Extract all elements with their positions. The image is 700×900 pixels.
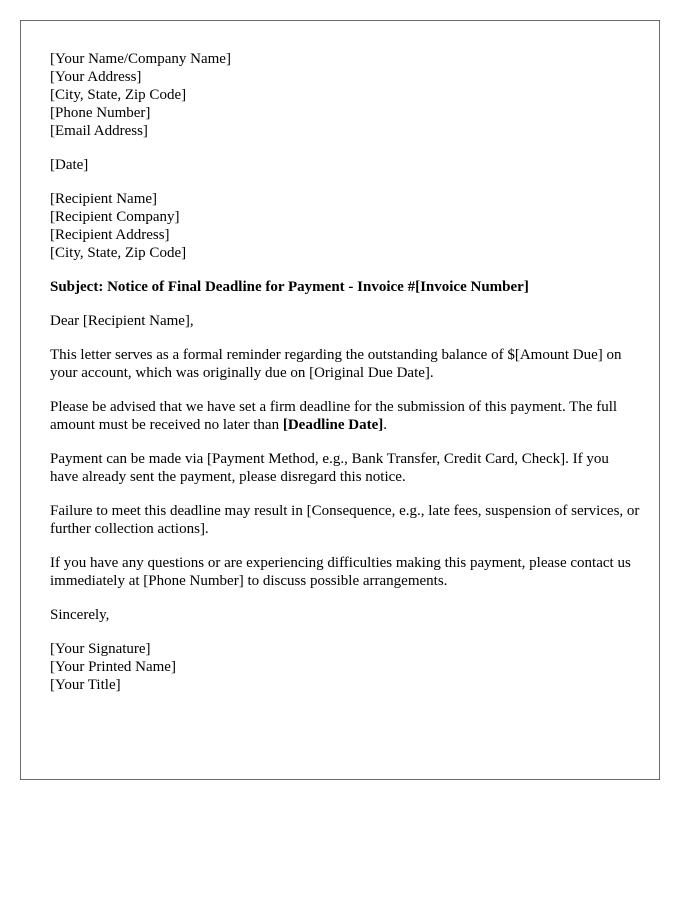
sender-city-state-zip: [City, State, Zip Code] — [50, 87, 187, 103]
recipient-company: [Recipient Company] — [50, 209, 180, 225]
salutation: Dear [Recipient Name], — [50, 313, 194, 329]
paragraph-reminder: This letter serves as a formal reminder regarding the outstanding balance of $[Amount Due] on your account, which was originally due on [Original Due Date]. — [50, 347, 622, 381]
sender-block — [50, 50, 640, 140]
recipient-block — [50, 190, 640, 262]
recipient-name: [Recipient Name] — [50, 191, 158, 207]
signer-title: [Your Title] — [50, 677, 121, 693]
subject-line: Subject: Notice of Final Deadline for Payment - Invoice #[Invoice Number] — [50, 279, 529, 295]
printed-name: [Your Printed Name] — [50, 659, 176, 675]
paragraph-contact: If you have any questions or are experiencing difficulties making this payment, please contact us immediately at [Phone Number] to discuss possible arrangements. — [50, 555, 631, 589]
signature: [Your Signature] — [50, 641, 151, 657]
date-block — [50, 156, 640, 174]
sender-email: [Email Address] — [50, 123, 148, 139]
letter-date: [Date] — [50, 157, 89, 173]
paragraph-payment-method: Payment can be made via [Payment Method, e.g., Bank Transfer, Credit Card, Check]. If you have already sent the payment, please disregard this notice. — [50, 451, 609, 485]
deadline-date: [Deadline Date] — [282, 417, 384, 433]
paragraph-deadline-end: . — [383, 417, 387, 433]
paragraph-consequence: Failure to meet this deadline may result in [Consequence, e.g., late fees, suspension of services, or further collection actions]. — [50, 503, 640, 537]
recipient-address: [Recipient Address] — [50, 227, 170, 243]
sender-name: [Your Name/Company Name] — [50, 51, 231, 67]
letter-body — [50, 50, 640, 710]
sender-phone: [Phone Number] — [50, 105, 151, 121]
signature-block — [50, 640, 640, 694]
closing: Sincerely, — [50, 607, 110, 623]
sender-address: [Your Address] — [50, 69, 142, 85]
letter-page — [20, 20, 660, 780]
recipient-city-state-zip: [City, State, Zip Code] — [50, 245, 187, 261]
paragraph-deadline — [50, 398, 640, 434]
paragraph-deadline-text: Please be advised that we have set a firm deadline for the submission of this payment. The full amount must be received no later than — [50, 399, 618, 433]
